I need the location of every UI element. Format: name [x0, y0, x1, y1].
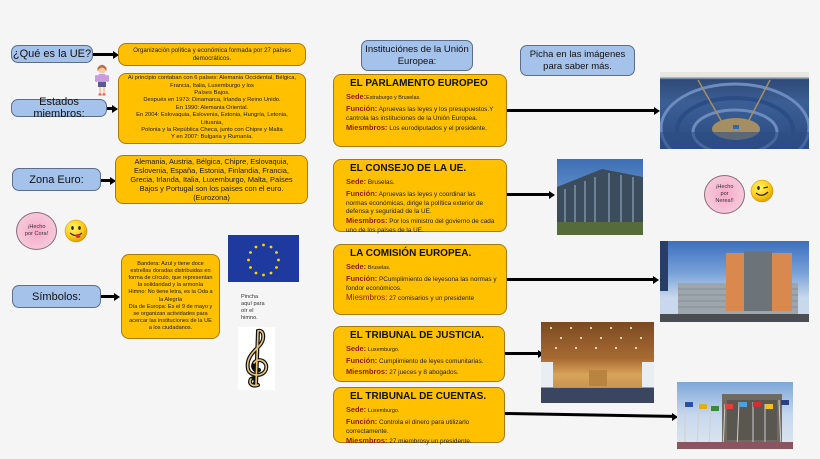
funcion-value: Apruevas las leyes y coordinar las normas económicas, dirige la política exterior de defensa y seguridad de la UE. [346, 191, 484, 215]
sede-key: Sede: [346, 405, 367, 414]
sede-key: Sede: [346, 92, 367, 101]
miembros-value: 27 jueces y 8 abogados. [389, 368, 459, 376]
header-line: Europea: [397, 55, 437, 67]
funcion-value: Controla el dinero para utilizarlo correctamente. [346, 419, 470, 435]
funcion-value: Apruevas las leyes y los presupuestos.Y cantrola las instituciones de la Unión Europea. [346, 106, 494, 122]
funcion-key: Función: [346, 189, 378, 199]
funcion-value: PCumplimiento de leyesona las normas y fondor económicos. [346, 276, 497, 292]
simbolos-label [12, 285, 101, 308]
miembros-key: Miesmbros: [346, 435, 388, 445]
hint-line: Picha en las imágenes [529, 49, 626, 61]
institution-card-tribunal-justicia [333, 326, 505, 382]
miembros-key: Miesmbros: [346, 122, 388, 132]
institution-title: EL TRIBUNAL DE JUSTICIA. [350, 330, 485, 341]
simbolos-line: estrellas doradas distribuidas en [130, 267, 211, 274]
funcion-key: Función: [346, 356, 378, 366]
funcion-value: Cumplimiento de leyes comunitarias. [378, 358, 484, 366]
sede-key: Sede: [346, 344, 367, 353]
connector-line [507, 109, 655, 112]
que-es-ue-label-text: ¿Qué es la UE? [12, 48, 92, 60]
connector-line [505, 352, 539, 355]
badge-line: Nerea!! [715, 197, 734, 204]
simbolos-box [121, 254, 220, 339]
sede-value: Bruselas. [367, 179, 395, 186]
hint-line: para saber más. [543, 60, 612, 72]
picha-imagenes-hint [520, 45, 635, 76]
zona-euro-line: Alemania, Austria, Bélgica, Chipre, Eslovaquia, [134, 156, 289, 166]
institution-title: EL CONSEJO DE LA UE. [350, 163, 467, 174]
badge-line: ¡Hecho [27, 224, 46, 231]
simbolos-line: la Alegría [158, 296, 183, 303]
estados-miembros-label [11, 96, 107, 120]
institution-card-parlamento [333, 74, 507, 147]
estados-line: En 2004: Eslovaquia, Eslovenia, Estonia, Hungría, Letonia, [136, 112, 288, 119]
miembros-value: 27 miembrosy un presidente. [389, 437, 472, 445]
institution-title: EL PARLAMENTO EUROPEO [350, 78, 488, 89]
badge-line: por Cora! [24, 231, 49, 237]
eu-flag-image [228, 235, 299, 282]
miembros-key: Miesmbros: [346, 292, 388, 302]
court-of-auditors-photo[interactable] [677, 382, 793, 449]
arrow-head-icon [653, 276, 659, 284]
commission-building-photo[interactable] [660, 241, 809, 322]
hecho-por-nerea-badge [704, 175, 745, 214]
institution-title: LA COMISIÓN EUROPEA. [350, 248, 472, 259]
zona-euro-line: Eslovenia, España, Estonia, Finlandia, Francia, [134, 165, 289, 175]
tongue-smiley-icon [64, 219, 88, 243]
himno-hint-line: aquí para [241, 300, 265, 307]
himno-hint-line: oír el [241, 307, 254, 314]
council-building-photo[interactable] [557, 159, 643, 235]
zona-euro-box [115, 155, 308, 204]
simbolos-line: forma de círculo, que representan [128, 275, 213, 282]
estados-line: Polonia y la República Checa, junto con Chipre y Malta [141, 127, 283, 134]
court-of-justice-photo[interactable] [541, 322, 654, 403]
sede-key: Sede: [346, 262, 367, 271]
sede-value: Estraburgo y Bruselas. [366, 95, 421, 101]
girl-figure-icon [93, 63, 111, 97]
institution-card-tribunal-cuentas [333, 387, 505, 443]
zona-euro-line: Bajos y Portugal son los países con el euro. [139, 184, 284, 194]
wink-smiley-icon [750, 179, 774, 203]
instituciones-header [361, 40, 473, 71]
que-es-ue-label [11, 45, 93, 63]
sede-value: Luxemburgo. [367, 347, 400, 353]
simbolos-line: Día de Europa: Es el 9 de mayo y [128, 303, 213, 310]
miembros-key: Miesmbros: [346, 366, 388, 376]
estados-line: Y en 2007: Bulgaria y Rumanía. [170, 134, 254, 141]
simbolos-line: Bandera: Azul y tiene doce [137, 260, 204, 267]
connector-line [93, 53, 115, 56]
estados-line: Francia, Italia, Luxemburgo y los [170, 82, 254, 89]
parliament-hemicycle-photo[interactable] [660, 72, 809, 149]
zona-euro-line: (Eurozona) [193, 193, 230, 203]
estados-line: En 1990: Alemania Oriental. [175, 104, 249, 111]
zona-euro-label-text: Zona Euro: [29, 173, 84, 186]
estados-line: Después en 1973: Dinamarca, Irlanda y Reino Unido. [143, 97, 281, 104]
institution-card-comision [333, 244, 507, 315]
badge-line: ¡Hecho [715, 184, 734, 191]
institution-card-consejo [333, 159, 507, 232]
simbolos-label-text: Símbolos: [32, 290, 81, 303]
arrow-head-icon [114, 293, 120, 301]
simbolos-line: Himno: No tiene letra, es la Oda a [128, 289, 213, 296]
treble-clef-icon[interactable] [238, 327, 275, 390]
que-es-ue-definition-box [118, 43, 306, 66]
miembros-value: Por los ministro del govierno de cada uno de los paises de la UE. [346, 218, 495, 234]
zona-euro-line: Grecia, Irlanda, Italia, Luxemburgo, Malta, Países [130, 174, 293, 184]
estados-line: Lituania, [201, 119, 223, 126]
simbolos-line: se organizan actividades para [133, 310, 208, 317]
funcion-key: Función: [346, 104, 378, 114]
zona-euro-label [12, 168, 101, 191]
miembros-key: Miesmbros: [346, 216, 388, 226]
que-es-ue-definition-text: Organización política y económica formada por 27 países democráticos. [133, 46, 291, 62]
connector-line [101, 295, 115, 298]
institution-title: EL TRIBUNAL DE CUENTAS. [350, 391, 487, 402]
connector-line [507, 193, 550, 196]
himno-hint-text[interactable] [241, 294, 281, 322]
connector-line [505, 412, 673, 418]
simbolos-line: acercar las instituciones de la UE [129, 317, 212, 324]
estados-line: Países Bajos. [194, 89, 230, 96]
estados-miembros-box [118, 73, 306, 144]
funcion-key: Función: [346, 417, 378, 427]
funcion-key: Función: [346, 274, 378, 284]
himno-hint-line: Pincha [241, 294, 259, 300]
himno-hint-line: himno. [241, 314, 258, 321]
arrow-head-icon [549, 191, 555, 199]
simbolos-line: a los ciudadanos. [148, 325, 193, 332]
hecho-por-cora-badge [16, 212, 57, 250]
miembros-value: 27 comisarios y un presidente [389, 294, 475, 302]
sede-value: Bruselas. [367, 265, 391, 271]
estados-miembros-label-text: Estados miembros: [33, 96, 85, 120]
estados-line: Al principio contaban con 6 países: Alemania Occidental, Bélgica, [127, 75, 297, 82]
simbolos-line: la solidaridad y la armonía [137, 282, 204, 289]
miembros-value: Los eurodiputados y el presidente. [389, 124, 487, 132]
sede-key: Sede: [346, 177, 367, 186]
badge-line: por [720, 191, 729, 197]
sede-value: Luxemburgo. [367, 408, 400, 414]
header-line: Instituciónes de la Unión [365, 44, 469, 56]
connector-line [507, 278, 654, 281]
